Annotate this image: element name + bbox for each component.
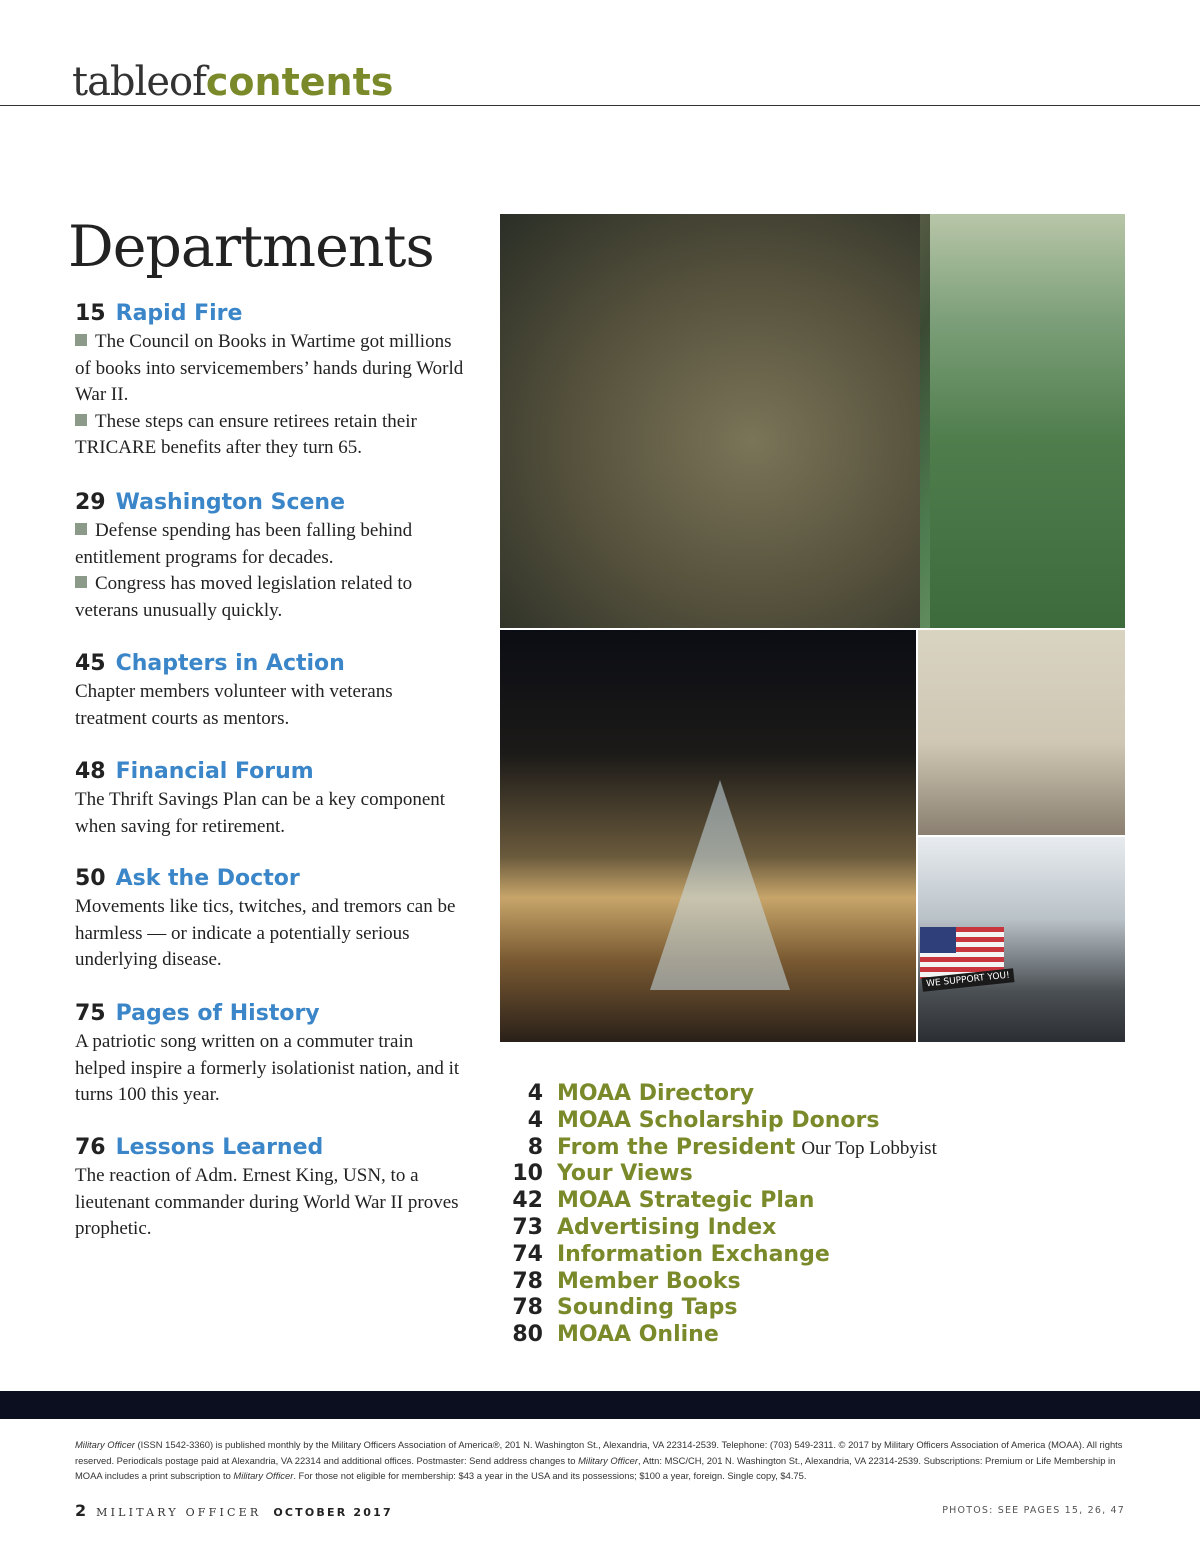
feature-page-number: 4 [527,1107,543,1133]
feature-name: MOAA Scholarship Donors [557,1107,880,1133]
header-rule [0,105,1200,106]
header-title-bold: contents [205,60,394,104]
dept-name-link[interactable]: Financial Forum [115,759,314,784]
square-bullet-icon [75,523,87,535]
dept-description: Movements like tics, twitches, and tremors can be harmless — or indicate a potentially serious underlying disease. [75,896,456,971]
feature-name: MOAA Strategic Plan [557,1188,815,1214]
feature-item[interactable] [500,1215,937,1242]
dept-description: The Thrift Savings Plan can be a key component when saving for retirement. [75,789,446,837]
footer-bar [0,1391,1200,1419]
square-bullet-icon [75,414,87,426]
dept-page-number: 76 [75,1135,106,1160]
dept-bullet-item [75,571,465,624]
pub-name: Military Officer [75,1439,135,1450]
dept-bullet-text: The Council on Books in Wartime got millions of books into servicemembers’ hands during World War II. [75,331,464,406]
feature-name: Information Exchange [557,1241,830,1267]
feature-item[interactable] [500,1135,937,1162]
magazine-name: MILITARY OFFICER [96,1506,262,1519]
feature-name: MOAA Directory [557,1081,755,1106]
publication-fine-print [75,1437,1125,1484]
feature-name: Sounding Taps [557,1295,738,1321]
check-presentation-photo [918,630,1125,835]
dept-chapters-in-action [75,651,465,732]
feature-item[interactable] [500,1081,937,1108]
departments-title: Departments [68,214,434,280]
volunteers-with-flag-photo [918,837,1125,1042]
feature-page-number: 8 [527,1134,543,1160]
dept-name-link[interactable]: Pages of History [115,1001,320,1026]
feature-page-number: 42 [512,1188,543,1214]
helicopter-soldiers-photo [500,214,1125,628]
dept-page-number: 29 [75,490,106,515]
feature-page-number: 73 [512,1214,543,1240]
feature-page-number: 78 [512,1268,543,1294]
section-header [72,59,394,105]
feature-item[interactable] [500,1108,937,1135]
aerial-valley-image [930,214,1125,628]
feature-item[interactable] [500,1242,937,1269]
dept-page-number: 75 [75,1001,106,1026]
dept-bullet-text: Congress has moved legislation related to veterans unusually quickly. [75,573,413,621]
page-number: 2 [75,1501,87,1520]
dept-bullet-item [75,329,465,409]
dept-name-link[interactable]: Ask the Doctor [115,866,300,891]
pub-name: Military Officer [233,1470,294,1481]
feature-name: Your Views [557,1161,693,1187]
dept-rapid-fire [75,301,465,462]
header-title-light: tableof [72,59,206,105]
soldiers-in-helicopter-image [500,214,920,628]
dept-bullet-item [75,518,465,571]
dept-bullet-text: Defense spending has been falling behind entitlement programs for decades. [75,520,413,568]
dept-page-number: 15 [75,301,106,326]
pub-name: Military Officer [578,1454,638,1466]
support-sign: WE SUPPORT YOU! [922,968,1015,992]
feature-name: MOAA Online [557,1322,719,1348]
feature-item[interactable] [500,1322,937,1349]
christmas-market-cathedral-photo [500,630,916,1042]
fine-print-text: . For those not eligible for membership: $43 a year in the USA and its possessions; $100 a year, foreign. Single copy, $4.75. [293,1470,807,1481]
dept-pages-of-history [75,1001,465,1109]
feature-name: From the President [557,1134,796,1160]
dept-name-link[interactable]: Washington Scene [115,490,346,515]
feature-item[interactable] [500,1188,937,1215]
dept-name-link[interactable]: Lessons Learned [115,1135,324,1160]
dept-washington-scene [75,490,465,624]
feature-subtitle: Our Top Lobbyist [801,1137,937,1159]
feature-name: Advertising Index [557,1214,777,1240]
dept-bullet-item [75,409,465,462]
dept-description: Chapter members volunteer with veterans treatment courts as mentors. [75,681,393,729]
dept-description: A patriotic song written on a commuter train helped inspire a formerly isolationist nation, and it turns 100 this year. [75,1031,460,1106]
feature-page-number: 78 [512,1295,543,1321]
dept-financial-forum [75,759,465,840]
dept-name-link[interactable]: Rapid Fire [115,301,243,326]
dept-ask-the-doctor [75,866,465,974]
fine-print-text: (ISSN 1542-3360) is published monthly by the Military Officers Association of America®, 201 N. Washington St., Alexandria, VA 22314-2539. Telephone: (703) 549-2311. © 2017 by Military Officers Association of America (MOAA). All rights reserved. Periodicals postage paid at Alexandria, VA 22314 and additional offices. Postmaster: Send address changes to [75,1439,1123,1466]
dept-page-number: 48 [75,759,106,784]
feature-item[interactable] [500,1161,937,1188]
feature-page-number: 10 [512,1161,543,1187]
feature-item[interactable] [500,1269,937,1296]
square-bullet-icon [75,576,87,588]
glass-pyramid-shape [650,780,790,990]
feature-page-number: 80 [512,1322,543,1348]
feature-item[interactable] [500,1295,937,1322]
dept-page-number: 50 [75,866,106,891]
dept-lessons-learned [75,1135,465,1243]
issue-date: OCTOBER 2017 [273,1506,393,1519]
regular-features-list [500,1081,937,1349]
feature-page-number: 4 [527,1081,543,1106]
dept-page-number: 45 [75,651,106,676]
photo-credits: PHOTOS: SEE PAGES 15, 26, 47 [942,1505,1125,1516]
page-folio [75,1501,393,1520]
square-bullet-icon [75,334,87,346]
feature-page-number: 74 [512,1241,543,1267]
dept-description: The reaction of Adm. Ernest King, USN, to a lieutenant commander during World War II proves prophetic. [75,1165,459,1240]
fine-print-text: , Attn: MSC/CH, 201 N. Washington St., Alexandria, VA 22314-2539. Subscriptions: Premium or Life Membership in MOAA includes a print subscription to [75,1454,1116,1481]
feature-name: Member Books [557,1268,741,1294]
dept-name-link[interactable]: Chapters in Action [115,651,345,676]
dept-bullet-text: These steps can ensure retirees retain their TRICARE benefits after they turn 65. [75,410,417,459]
